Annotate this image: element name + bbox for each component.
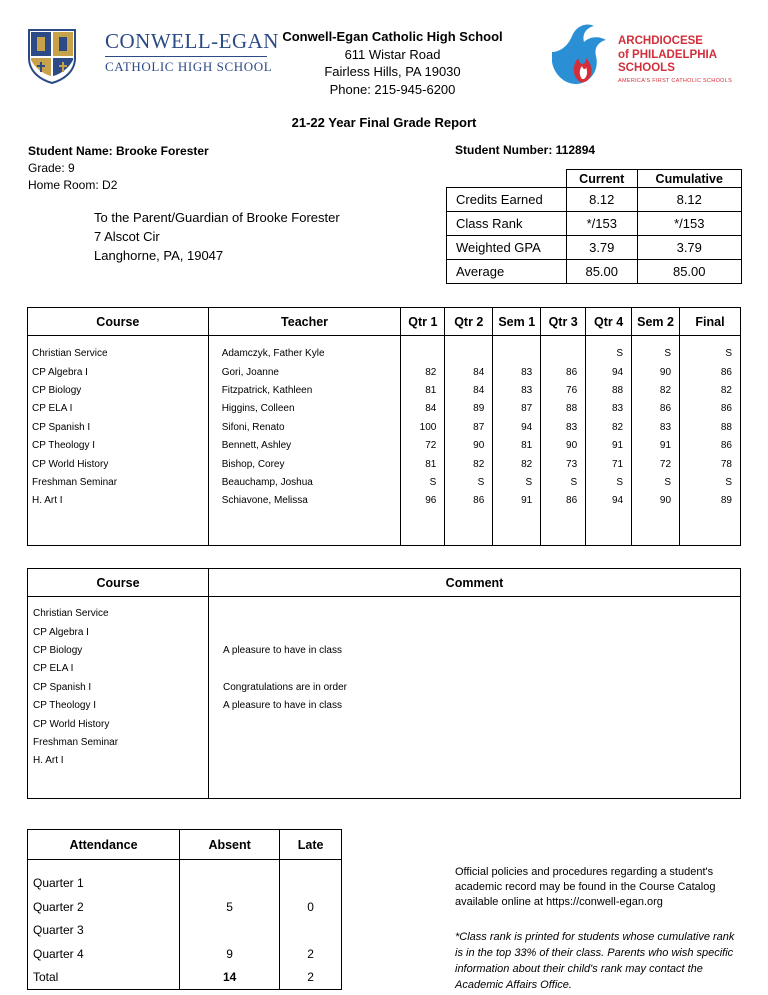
grade-teacher: Bishop, Corey [208, 455, 401, 473]
comment-course: Christian Service [28, 605, 209, 623]
grade-qtr2: 90 [445, 436, 493, 454]
grade-row [28, 455, 741, 473]
summary-cumulative: 8.12 [637, 188, 742, 212]
grade-row [28, 436, 741, 454]
address-line2: Langhorne, PA, 19047 [94, 248, 224, 263]
summary-row [447, 236, 742, 260]
grade-qtr3: 83 [541, 418, 586, 436]
grade-final: S [680, 473, 741, 491]
grade-qtr2: 84 [445, 381, 493, 399]
comment-text: A pleasure to have in class [209, 696, 741, 714]
comment-text [209, 660, 741, 678]
grade-qtr3: 86 [541, 363, 586, 381]
comment-text [209, 623, 741, 641]
grade-qtr2: 84 [445, 363, 493, 381]
comment-text [209, 752, 741, 770]
school-city: Fairless Hills, PA 19030 [324, 64, 461, 79]
grade-row [28, 363, 741, 381]
attendance-header-late: Late [280, 830, 342, 860]
logo-line1: CONWELL-EGAN [105, 29, 279, 53]
student-grade: Grade: 9 [28, 161, 75, 175]
grade-qtr3 [541, 345, 586, 363]
grade-qtr1: 84 [401, 400, 445, 418]
grades-table [27, 307, 741, 546]
grade-qtr2: S [445, 473, 493, 491]
grade-qtr1: 81 [401, 381, 445, 399]
grade-sem2: 82 [632, 381, 680, 399]
grade-row [28, 418, 741, 436]
grades-spacer [28, 510, 741, 545]
comment-course: CP Biology [28, 641, 209, 659]
student-number: Student Number: 112894 [455, 143, 596, 157]
summary-cumulative: 3.79 [637, 236, 742, 260]
attendance-table [27, 829, 342, 990]
policy-note: Official policies and procedures regarding a student's academic record may be found in the Course Catalog available online at https://conwell-egan.org [455, 866, 716, 908]
comment-row [28, 715, 741, 733]
grade-final: 78 [680, 455, 741, 473]
attendance-late: 0 [280, 895, 342, 919]
grade-course: CP World History [28, 455, 209, 473]
school-address [270, 28, 515, 98]
class-rank-footnote: *Class rank is printed for students whose cumulative rank is in the top 33% of their class. Parents who wish specific information about their child's rank may contact the Academic Affairs Office. [455, 931, 735, 991]
comment-course: CP Theology I [28, 696, 209, 714]
grade-final: 88 [680, 418, 741, 436]
grade-qtr2: 89 [445, 400, 493, 418]
grade-qtr1: 96 [401, 492, 445, 510]
attendance-absent: 9 [180, 942, 280, 966]
comment-text [209, 715, 741, 733]
attendance-spacer [28, 860, 342, 872]
comments-header-course: Course [28, 569, 209, 597]
grade-sem2: 90 [632, 492, 680, 510]
attendance-absent: 5 [180, 895, 280, 919]
comment-row [28, 641, 741, 659]
attendance-row [28, 942, 342, 966]
address-line1: 7 Alscot Cir [94, 229, 160, 244]
summary-table [446, 169, 742, 284]
grade-teacher: Schiavone, Melissa [208, 492, 401, 510]
grade-course: Freshman Seminar [28, 473, 209, 491]
grade-qtr3: S [541, 473, 586, 491]
grade-qtr1: 72 [401, 436, 445, 454]
grade-teacher: Adamczyk, Father Kyle [208, 345, 401, 363]
grade-qtr1: S [401, 473, 445, 491]
comment-row [28, 660, 741, 678]
grade-sem2: 86 [632, 400, 680, 418]
school-crest-icon [27, 28, 77, 84]
grade-qtr4: 83 [586, 400, 632, 418]
grade-qtr3: 88 [541, 400, 586, 418]
archdiocese-line1: ARCHDIOCESE [618, 35, 703, 47]
grades-spacer [28, 336, 741, 345]
student-info [28, 143, 209, 194]
archdiocese-tagline: AMERICA'S FIRST CATHOLIC SCHOOLS [618, 77, 733, 84]
school-phone: Phone: 215-945-6200 [329, 81, 456, 97]
grade-qtr4: 88 [586, 381, 632, 399]
comment-row [28, 623, 741, 641]
grade-course: CP Theology I [28, 436, 209, 454]
summary-label: Credits Earned [447, 188, 567, 212]
summary-label: Average [447, 260, 567, 284]
grade-qtr4: 94 [586, 363, 632, 381]
grade-teacher: Beauchamp, Joshua [208, 473, 401, 491]
grade-sem1: 87 [493, 400, 541, 418]
grade-course: CP ELA I [28, 400, 209, 418]
grade-course: CP Spanish I [28, 418, 209, 436]
school-logo [27, 28, 279, 86]
comment-course: CP World History [28, 715, 209, 733]
comment-row [28, 678, 741, 696]
grade-qtr2 [445, 345, 493, 363]
grade-qtr2: 82 [445, 455, 493, 473]
attendance-row [28, 895, 342, 919]
attendance-total-label: Total [28, 966, 180, 990]
attendance-row [28, 919, 342, 943]
comments-spacer [28, 770, 741, 798]
grade-course: CP Algebra I [28, 363, 209, 381]
comments-header-comment: Comment [209, 569, 741, 597]
grade-qtr3: 90 [541, 436, 586, 454]
mailing-address [94, 208, 340, 265]
grades-header-teacher: Teacher [208, 308, 401, 336]
school-name: Conwell-Egan Catholic High School [282, 29, 503, 44]
grade-qtr1: 81 [401, 455, 445, 473]
grade-qtr3: 73 [541, 455, 586, 473]
attendance-header-label: Attendance [28, 830, 180, 860]
grade-sem2: S [632, 473, 680, 491]
dove-flame-icon [546, 22, 618, 90]
grade-final: 86 [680, 436, 741, 454]
attendance-total-late: 2 [280, 966, 342, 990]
grade-qtr4: 91 [586, 436, 632, 454]
grade-qtr1 [401, 345, 445, 363]
archdiocese-line3: SCHOOLS [618, 62, 675, 74]
grade-sem2: 90 [632, 363, 680, 381]
grades-header-course: Course [28, 308, 209, 336]
archdiocese-line2: of PHILADELPHIA [618, 48, 718, 61]
logo-divider [105, 56, 267, 57]
grade-sem2: S [632, 345, 680, 363]
comment-text [209, 605, 741, 623]
grades-header-sem2: Sem 2 [632, 308, 680, 336]
summary-current: 85.00 [567, 260, 638, 284]
addressee: To the Parent/Guardian of Brooke Forester [94, 210, 340, 225]
attendance-row [28, 872, 342, 896]
grades-header-qtr1: Qtr 1 [401, 308, 445, 336]
attendance-label: Quarter 1 [28, 872, 180, 896]
comment-course: CP ELA I [28, 660, 209, 678]
grade-teacher: Higgins, Colleen [208, 400, 401, 418]
summary-label: Weighted GPA [447, 236, 567, 260]
school-logo-text [105, 28, 279, 75]
grade-qtr1: 82 [401, 363, 445, 381]
comment-text: A pleasure to have in class [209, 641, 741, 659]
grade-sem1: 83 [493, 381, 541, 399]
summary-header-row [447, 170, 742, 188]
summary-row [447, 188, 742, 212]
comment-row [28, 605, 741, 623]
attendance-header-absent: Absent [180, 830, 280, 860]
grade-row [28, 381, 741, 399]
grade-final: 86 [680, 400, 741, 418]
grade-sem1: S [493, 473, 541, 491]
grade-sem2: 72 [632, 455, 680, 473]
grade-teacher: Bennett, Ashley [208, 436, 401, 454]
grade-qtr3: 86 [541, 492, 586, 510]
summary-header-cumulative: Cumulative [637, 170, 742, 188]
summary-header-current: Current [567, 170, 638, 188]
grades-header-qtr2: Qtr 2 [445, 308, 493, 336]
grade-sem2: 91 [632, 436, 680, 454]
grades-header-row [28, 308, 741, 336]
grades-header-sem1: Sem 1 [493, 308, 541, 336]
student-homeroom: Home Room: D2 [28, 178, 118, 192]
grade-row [28, 345, 741, 363]
grade-qtr2: 87 [445, 418, 493, 436]
grade-course: H. Art I [28, 492, 209, 510]
comment-row [28, 733, 741, 751]
grade-qtr4: 71 [586, 455, 632, 473]
attendance-absent [180, 872, 280, 896]
grade-final: 86 [680, 363, 741, 381]
archdiocese-text [618, 35, 732, 84]
comment-text: Congratulations are in order [209, 678, 741, 696]
attendance-absent [180, 919, 280, 943]
comments-table [27, 568, 741, 799]
grade-qtr4: 82 [586, 418, 632, 436]
attendance-label: Quarter 2 [28, 895, 180, 919]
comment-text [209, 733, 741, 751]
school-street: 611 Wistar Road [344, 46, 441, 62]
summary-current: 8.12 [567, 188, 638, 212]
grades-header-qtr4: Qtr 4 [586, 308, 632, 336]
grade-qtr4: S [586, 473, 632, 491]
grade-qtr1: 100 [401, 418, 445, 436]
summary-header-blank [447, 170, 567, 188]
logo-line2: CATHOLIC HIGH SCHOOL [105, 59, 273, 74]
grade-sem1 [493, 345, 541, 363]
archdiocese-logo [546, 22, 746, 90]
grade-teacher: Sifoni, Renato [208, 418, 401, 436]
summary-label: Class Rank [447, 212, 567, 236]
attendance-late: 2 [280, 942, 342, 966]
grade-sem2: 83 [632, 418, 680, 436]
attendance-total-row [28, 966, 342, 990]
summary-row [447, 260, 742, 284]
summary-current: */153 [567, 212, 638, 236]
grade-qtr4: S [586, 345, 632, 363]
attendance-label: Quarter 3 [28, 919, 180, 943]
grade-sem1: 82 [493, 455, 541, 473]
grade-qtr3: 76 [541, 381, 586, 399]
summary-current: 3.79 [567, 236, 638, 260]
summary-row [447, 212, 742, 236]
comments-header-row [28, 569, 741, 597]
comment-course: CP Algebra I [28, 623, 209, 641]
attendance-label: Quarter 4 [28, 942, 180, 966]
student-name: Student Name: Brooke Forester [28, 144, 209, 158]
grade-final: 82 [680, 381, 741, 399]
grade-row [28, 492, 741, 510]
comment-row [28, 696, 741, 714]
comment-row [28, 752, 741, 770]
attendance-late [280, 919, 342, 943]
grade-sem1: 83 [493, 363, 541, 381]
summary-cumulative: */153 [637, 212, 742, 236]
comment-course: CP Spanish I [28, 678, 209, 696]
grade-qtr4: 94 [586, 492, 632, 510]
grades-header-qtr3: Qtr 3 [541, 308, 586, 336]
grade-course: Christian Service [28, 345, 209, 363]
grade-final: S [680, 345, 741, 363]
comments-spacer [28, 597, 741, 605]
attendance-header-row [28, 830, 342, 860]
grades-header-final: Final [680, 308, 741, 336]
grade-row [28, 400, 741, 418]
attendance-total-absent: 14 [180, 966, 280, 990]
comment-course: H. Art I [28, 752, 209, 770]
grade-sem1: 94 [493, 418, 541, 436]
grade-final: 89 [680, 492, 741, 510]
grade-sem1: 81 [493, 436, 541, 454]
grade-row [28, 473, 741, 491]
grade-sem1: 91 [493, 492, 541, 510]
grade-course: CP Biology [28, 381, 209, 399]
attendance-late [280, 872, 342, 896]
comment-course: Freshman Seminar [28, 733, 209, 751]
grade-qtr2: 86 [445, 492, 493, 510]
summary-cumulative: 85.00 [637, 260, 742, 284]
grade-teacher: Fitzpatrick, Kathleen [208, 381, 401, 399]
report-title: 21-22 Year Final Grade Report [291, 115, 477, 130]
grade-teacher: Gori, Joanne [208, 363, 401, 381]
